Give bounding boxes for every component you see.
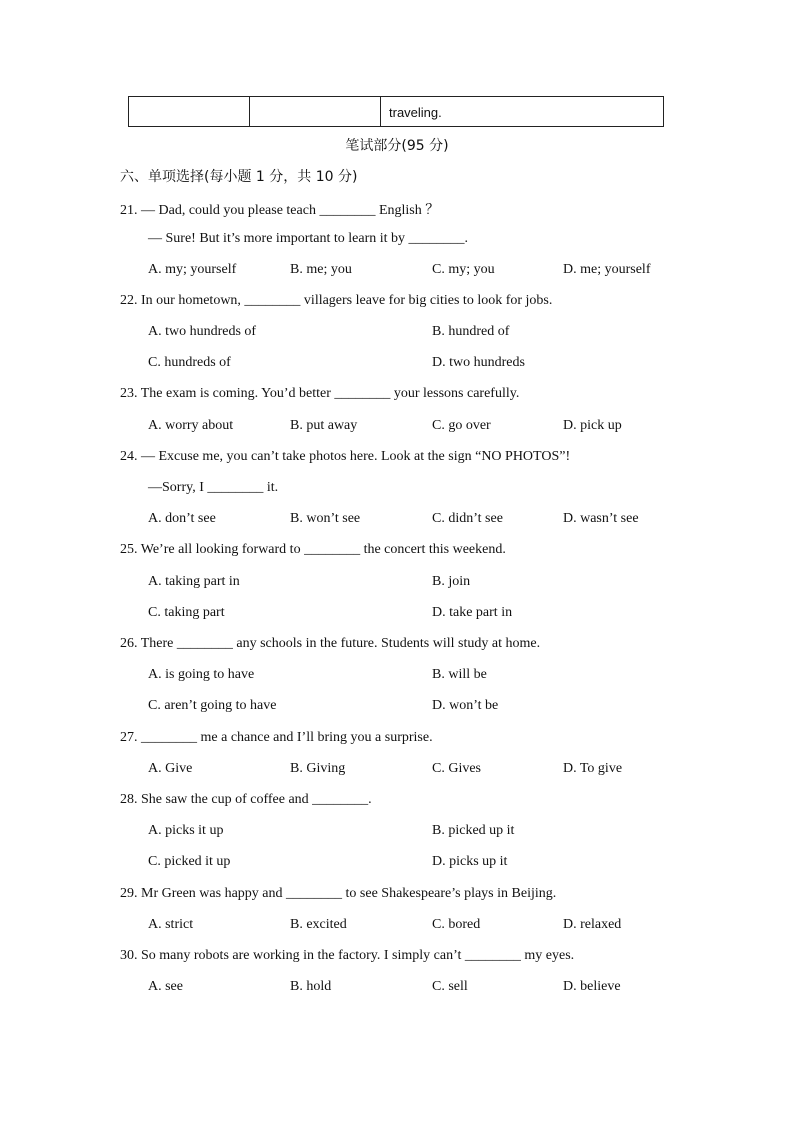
option-b: B. will be [432, 667, 487, 682]
option-d: D. believe [563, 979, 621, 994]
option-a: A. my; yourself [148, 262, 237, 277]
question-stem: 23. The exam is coming. You’d better ________ your lessons carefully. [120, 386, 520, 401]
option-a: A. Give [148, 761, 193, 776]
table-cell [250, 97, 381, 126]
option-d: D. two hundreds [432, 355, 525, 370]
option-b: B. put away [290, 418, 358, 433]
option-a: A. picks it up [148, 823, 224, 838]
question-stem: 27. ________ me a chance and I’ll bring you a surprise. [120, 730, 433, 745]
question-stem-reply: —Sorry, I ________ it. [148, 480, 279, 495]
option-a: A. don’t see [148, 511, 216, 526]
option-d: D. take part in [432, 605, 513, 620]
option-b: B. hundred of [432, 324, 510, 339]
option-d: D. pick up [563, 418, 622, 433]
option-a: A. is going to have [148, 667, 255, 682]
option-a: A. strict [148, 917, 194, 932]
option-d: D. won’t be [432, 698, 499, 713]
option-c: C. didn’t see [432, 511, 503, 526]
answer-table [128, 96, 664, 127]
option-c: C. aren’t going to have [148, 698, 277, 713]
option-b: B. me; you [290, 262, 352, 277]
question-stem: 30. So many robots are working in the factory. I simply can’t ________ my eyes. [120, 948, 575, 963]
option-a: A. see [148, 979, 183, 994]
question-stem: 22. In our hometown, ________ villagers leave for big cities to look for jobs. [120, 293, 553, 308]
option-c: C. go over [432, 418, 491, 433]
option-d: D. wasn’t see [563, 511, 639, 526]
question-stem-reply: — Sure! But it’s more important to learn it by ________. [148, 231, 469, 246]
question-stem: 21. — Dad, could you please teach ________ English ？ [120, 203, 440, 218]
option-d: D. me; yourself [563, 262, 651, 277]
option-d: D. picks up it [432, 854, 508, 869]
question-stem: 26. There ________ any schools in the future. Students will study at home. [120, 636, 541, 651]
option-c: C. hundreds of [148, 355, 231, 370]
option-a: A. worry about [148, 418, 234, 433]
table-cell: traveling. [389, 105, 442, 120]
option-b: B. Giving [290, 761, 346, 776]
question-stem: 25. We’re all looking forward to ________ the concert this weekend. [120, 542, 506, 557]
option-a: A. two hundreds of [148, 324, 257, 339]
option-b: B. won’t see [290, 511, 361, 526]
option-c: C. sell [432, 979, 468, 994]
option-b: B. excited [290, 917, 347, 932]
part-heading: 六、单项选择(每小题 1 分，共 10 分) [120, 169, 358, 185]
section-title: 笔试部分(95 分) [345, 138, 449, 154]
option-b: B. join [432, 574, 471, 589]
question-stem: 28. She saw the cup of coffee and ________. [120, 792, 372, 807]
option-c: C. my; you [432, 262, 495, 277]
option-c: C. picked it up [148, 854, 231, 869]
option-d: D. relaxed [563, 917, 622, 932]
option-a: A. taking part in [148, 574, 240, 589]
option-b: B. picked up it [432, 823, 515, 838]
option-c: C. bored [432, 917, 481, 932]
option-c: C. Gives [432, 761, 481, 776]
option-b: B. hold [290, 979, 332, 994]
option-d: D. To give [563, 761, 623, 776]
option-c: C. taking part [148, 605, 225, 620]
table-cell [129, 97, 250, 126]
question-stem: 24. — Excuse me, you can’t take photos here. Look at the sign “NO PHOTOS”! [120, 449, 571, 464]
question-stem: 29. Mr Green was happy and ________ to see Shakespeare’s plays in Beijing. [120, 886, 557, 901]
